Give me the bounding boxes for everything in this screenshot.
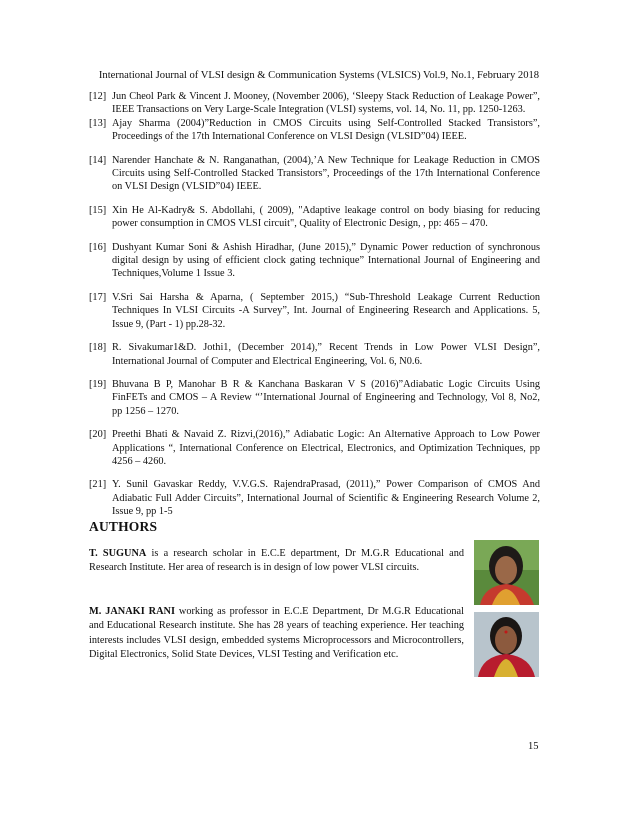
reference-item <box>89 291 540 331</box>
reference-text: Xin He Al-Kadry& S. Abdollahi, ( 2009), "Adaptive leakage control on body biasing for reducing power consumption in CMOS VLSI circuit", Quality of Electronic Design, , pp: 465 – 470. <box>112 204 540 230</box>
author-bio-text: working as professor in E.C.E Department, Dr M.G.R Educational and Educational Research institute. She has 28 years of teaching experience. Her teaching interests includes VLSI design, embedded systems Microprocessors and Microcontrollers, Digital Electronics, Solid State Devices, VLSI Testing and Verification etc. <box>89 606 464 661</box>
reference-number: [21] <box>89 479 107 491</box>
reference-number: [17] <box>89 291 107 303</box>
reference-item <box>89 341 540 368</box>
reference-item <box>89 241 540 281</box>
reference-item <box>89 378 540 418</box>
author-name: M. JANAKI RANI <box>89 606 175 617</box>
reference-number: [13] <box>89 117 107 129</box>
reference-item <box>89 117 540 144</box>
reference-item <box>89 154 540 194</box>
reference-number: [12] <box>89 91 107 102</box>
authors-heading: AUTHORS <box>89 519 158 534</box>
reference-text: R. Sivakumar1&D. Jothi1, (December 2014),” Recent Trends in Low Power VLSI Design”, International Journal of Computer and Electrical Engineering, Vol. 6, N0.6. <box>112 342 540 367</box>
author-portrait-image <box>474 540 539 605</box>
author-photo <box>474 612 539 677</box>
author-photo <box>474 540 539 605</box>
reference-number: [18] <box>89 342 107 354</box>
author-name: T. SUGUNA <box>89 548 147 559</box>
reference-text: V.Sri Sai Harsha & Aparna, ( September 2015,) “Sub-Threshold Leakage Current Reduction Techniques In VLSI Circuits -A Survey”, Int. Journal of Engineering Research and Applications. 5, Issue 9, (Part - 1) pp.28-32. <box>112 291 540 330</box>
reference-list <box>89 90 540 519</box>
page-number: 15 <box>528 741 539 752</box>
reference-number: [14] <box>89 154 107 166</box>
journal-header: International Journal of VLSI design & Communication Systems (VLSICS) Vol.9, No.1, February 2018 <box>98 70 540 81</box>
reference-text: Y. Sunil Gavaskar Reddy, V.V.G.S. RajendraPrasad, (2011),” Power Comparison of CMOS And Adiabatic Full Adder Circuits”, International Journal of Scientific & Engineering Research Volume 2, Issue 9, pp 1-5 <box>112 479 540 518</box>
reference-text: Jun Cheol Park & Vincent J. Mooney, (November 2006), ‘Sleepy Stack Reduction of Leakage Power”, IEEE Transactions on Very Large-Scale Integration (VLSI) systems, vol. 14, No. 11, pp. 1250-1263. <box>112 91 540 116</box>
reference-text: Narender Hanchate & N. Ranganathan, (2004),’A New Technique for Leakage Reduction in CMOS Circuits using Self-Controlled Stacked Transistors”, Proceedings of the 17th International Conference on VLSI Design (VLSID”04) IEEE. <box>112 154 540 193</box>
reference-item <box>89 478 540 518</box>
reference-number: [19] <box>89 378 107 390</box>
reference-text: Ajay Sharma (2004)”Reduction in CMOS Circuits using Self-Controlled Stacked Transistors”, Proceedings of the 17th International Conference on VLSI Design (VLSID”04) IEEE. <box>112 117 540 143</box>
author-portrait-image <box>474 612 539 677</box>
reference-item <box>89 90 540 117</box>
author-bio <box>89 547 464 576</box>
reference-item <box>89 428 540 468</box>
reference-text: Dushyant Kumar Soni & Ashish Hiradhar, (June 2015),” Dynamic Power reduction of synchronous digital design by using of efficient clock gating technique” International Journal of Engineering and Techniques,Volume 1 Issue 3. <box>112 241 540 280</box>
author-bio <box>89 605 464 663</box>
reference-text: Bhuvana B P, Manohar B R & Kanchana Baskaran V S (2016)”Adiabatic Logic Circuits Using FinFETs and CMOS – A Review “’International Journal of Engineering and Technology, Vol 8, No2, pp 1256 – 1270. <box>112 378 540 417</box>
reference-number: [15] <box>89 204 107 216</box>
author-bio-text: is a research scholar in E.C.E department, Dr M.G.R Educational and Research Institute. Her area of research is in design of low power VLSI circuits. <box>89 548 465 574</box>
reference-item <box>89 204 540 231</box>
reference-number: [20] <box>89 429 107 441</box>
reference-text: Preethi Bhati & Navaid Z. Rizvi,(2016),” Adiabatic Logic: An Alternative Approach to Low Power Applications “, International Conference on Electrical, Electronics, and Optimization Techniques, pp 4256 – 4260. <box>112 429 540 467</box>
reference-number: [16] <box>89 241 107 253</box>
